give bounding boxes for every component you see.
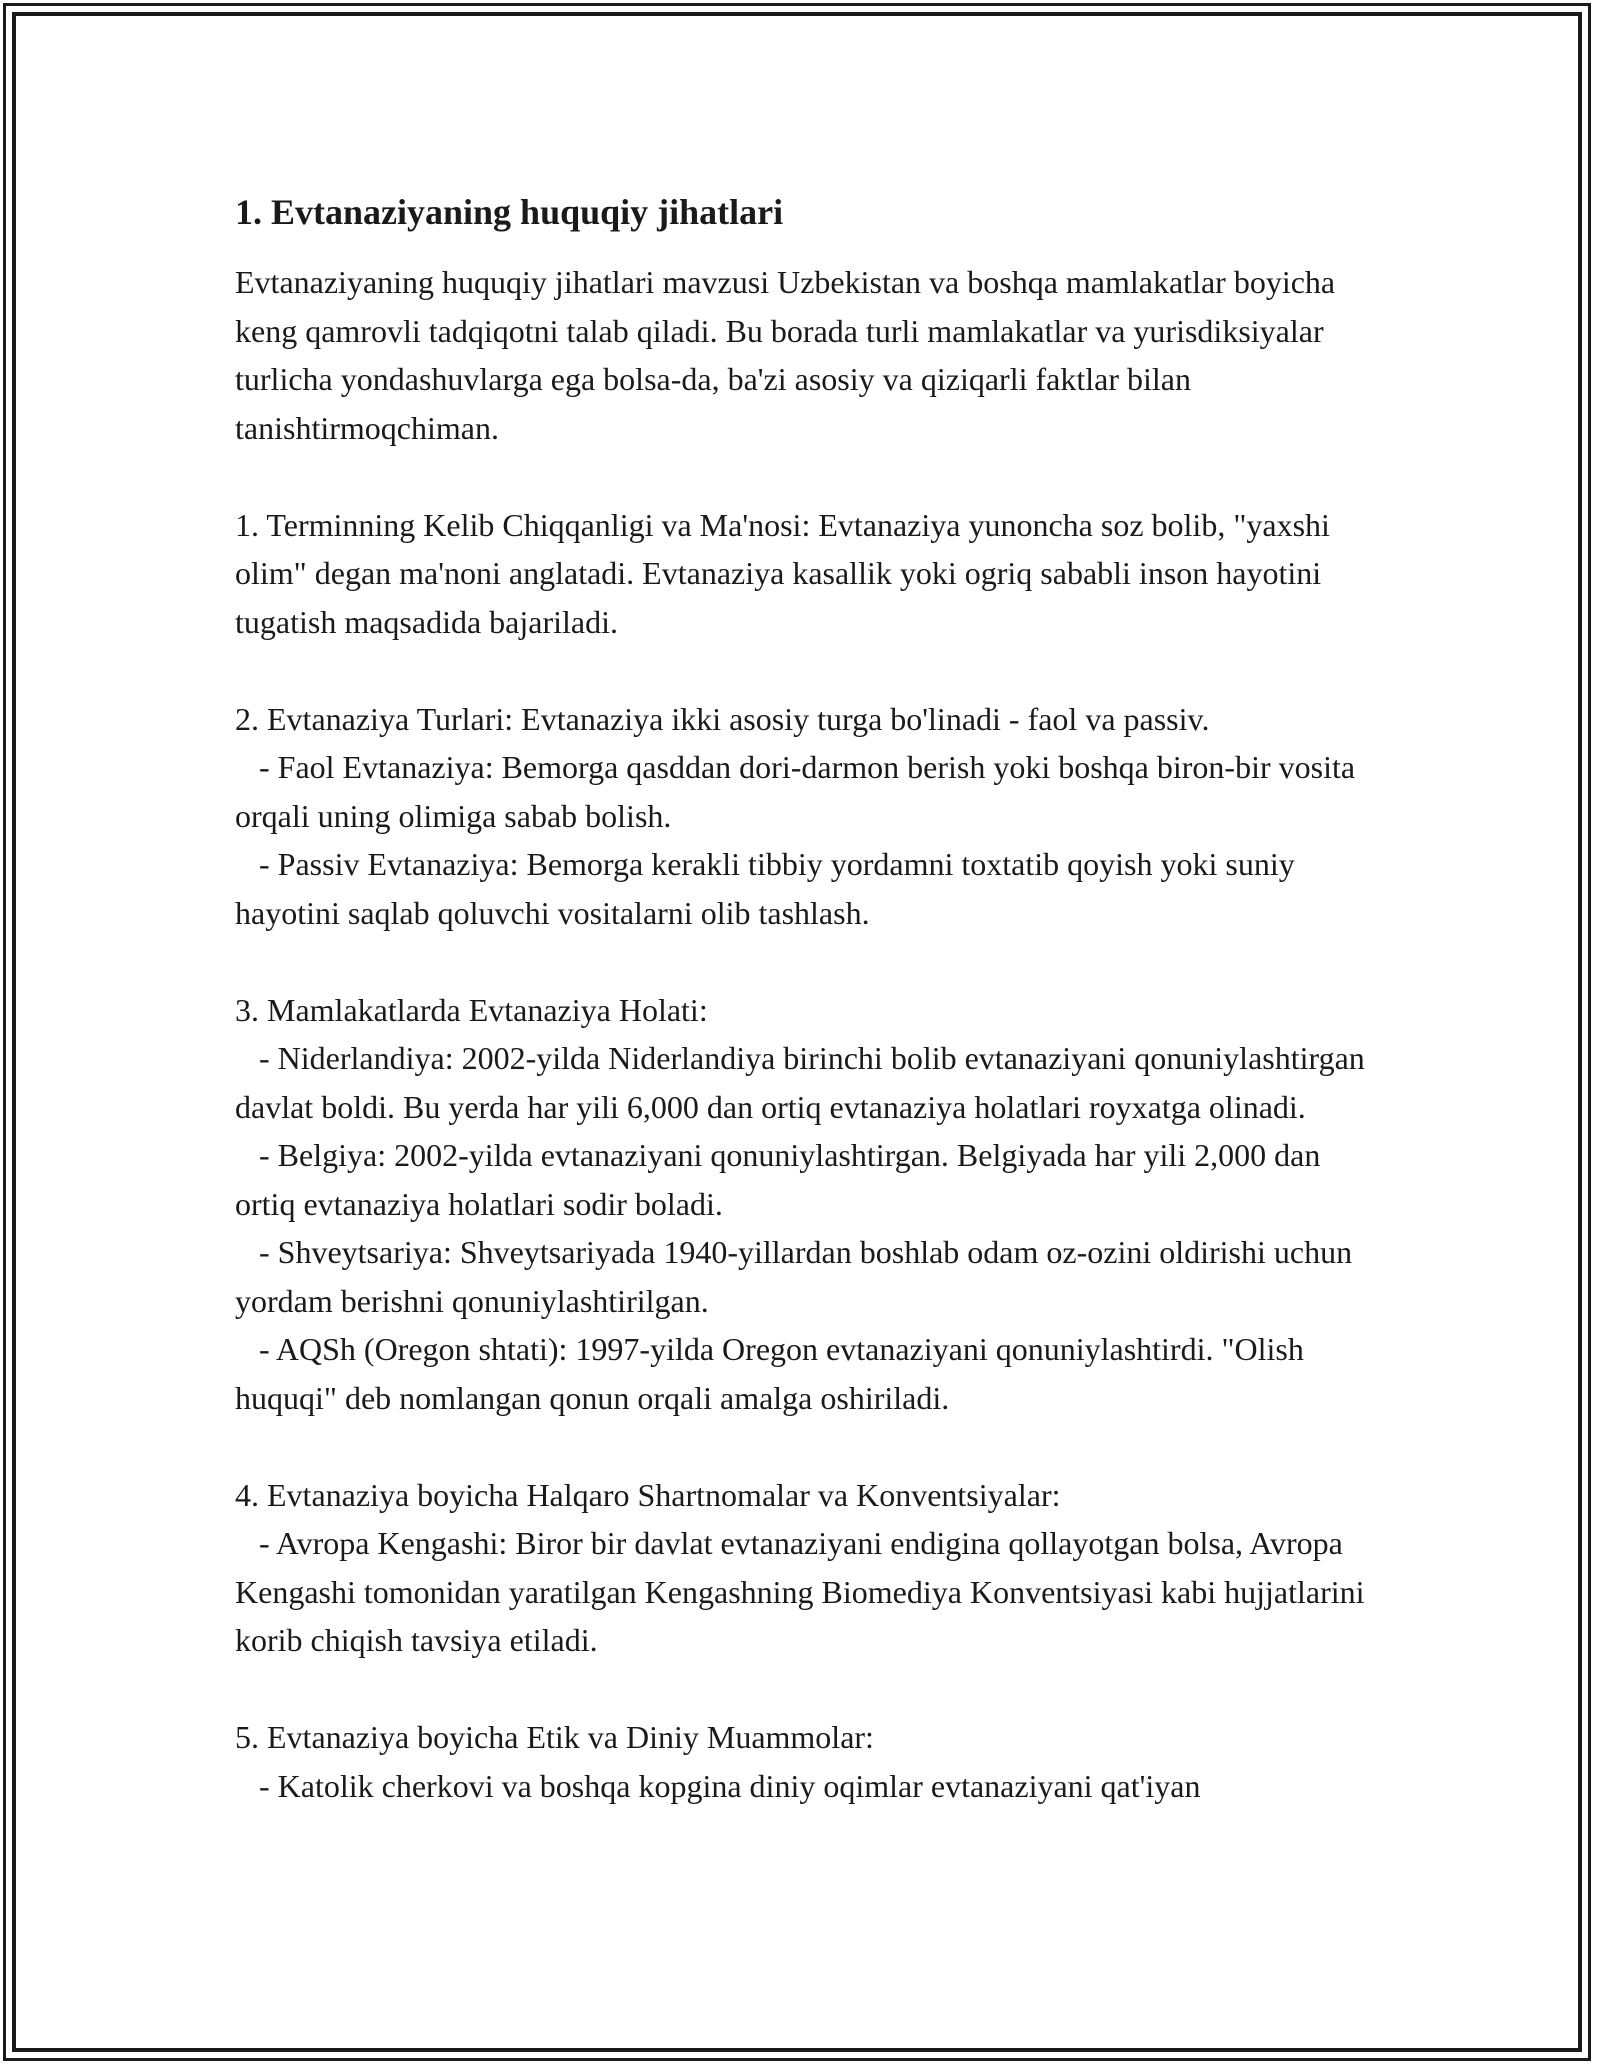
section-item: - Shveytsariya: Shveytsariyada 1940-yillardan boshlab odam oz-ozini oldirishi uchun yordam berishni qonuniylashtirilgan. [235, 1234, 1353, 1319]
section-item: - Niderlandiya: 2002-yilda Niderlandiya birinchi bolib evtanaziyani qonuniylashtirgan davlat boldi. Bu yerda har yili 6,000 dan ortiq evtanaziya holatlari royxatga olinadi. [235, 1040, 1365, 1125]
section-3 [235, 986, 1375, 1423]
section-heading: 1. Terminning Kelib Chiqqanligi va Ma'nosi: Evtanaziya yunoncha soz bolib, "yaxshi olim" degan ma'noni anglatadi. Evtanaziya kasallik yoki ogriq sababli inson hayotini tugatish maqsadida bajariladi. [235, 506, 1330, 640]
intro-text: Evtanaziyaning huquqiy jihatlari mavzusi Uzbekistan va boshqa mamlakatlar boyicha keng qamrovli tadqiqotni talab qiladi. Bu borada turli mamlakatlar va yurisdiksiyalar turlicha yondashuvlarga ega bolsa-da, ba'zi asosiy va qiziqarli faktlar bilan tanishtirmoqchiman. [235, 264, 1336, 446]
intro-paragraph [235, 258, 1375, 452]
section-item: - Faol Evtanaziya: Bemorga qasddan dori-darmon berish yoki boshqa biron-bir vosita orqali uning olimiga sabab bolish. [235, 749, 1356, 834]
document-body [235, 188, 1375, 1859]
section-1 [235, 501, 1375, 647]
document-title: 1. Evtanaziyaning huquqiy jihatlari [235, 192, 784, 232]
section-item: - Katolik cherkovi va boshqa kopgina diniy oqimlar evtanaziyani qat'iyan [259, 1767, 1201, 1804]
section-item: - Belgiya: 2002-yilda evtanaziyani qonuniylashtirgan. Belgiyada har yili 2,000 dan ortiq evtanaziya holatlari sodir boladi. [235, 1137, 1321, 1222]
section-2 [235, 695, 1375, 938]
section-item: - Passiv Evtanaziya: Bemorga kerakli tibbiy yordamni toxtatib qoyish yoki suniy hayotini saqlab qoluvchi vositalarni olib tashlash. [235, 846, 1295, 931]
section-heading: 2. Evtanaziya Turlari: Evtanaziya ikki asosiy turga bo'linadi - faol va passiv. [235, 700, 1210, 737]
section-heading: 4. Evtanaziya boyicha Halqaro Shartnomalar va Konventsiyalar: [235, 1476, 1061, 1513]
section-5 [235, 1713, 1375, 1810]
section-4 [235, 1471, 1375, 1665]
section-heading: 3. Mamlakatlarda Evtanaziya Holati: [235, 991, 708, 1028]
section-item: - AQSh (Oregon shtati): 1997-yilda Oregon evtanaziyani qonuniylashtirdi. "Olish huquqi" deb nomlangan qonun orqali amalga oshiriladi. [235, 1331, 1304, 1416]
section-item: - Avropa Kengashi: Biror bir davlat evtanaziyani endigina qollayotgan bolsa, Avropa Kengashi tomonidan yaratilgan Kengashning Biomediya Konventsiyasi kabi hujjatlarini korib chiqish tavsiya etiladi. [235, 1525, 1365, 1658]
section-heading: 5. Evtanaziya boyicha Etik va Diniy Muammolar: [235, 1719, 874, 1755]
